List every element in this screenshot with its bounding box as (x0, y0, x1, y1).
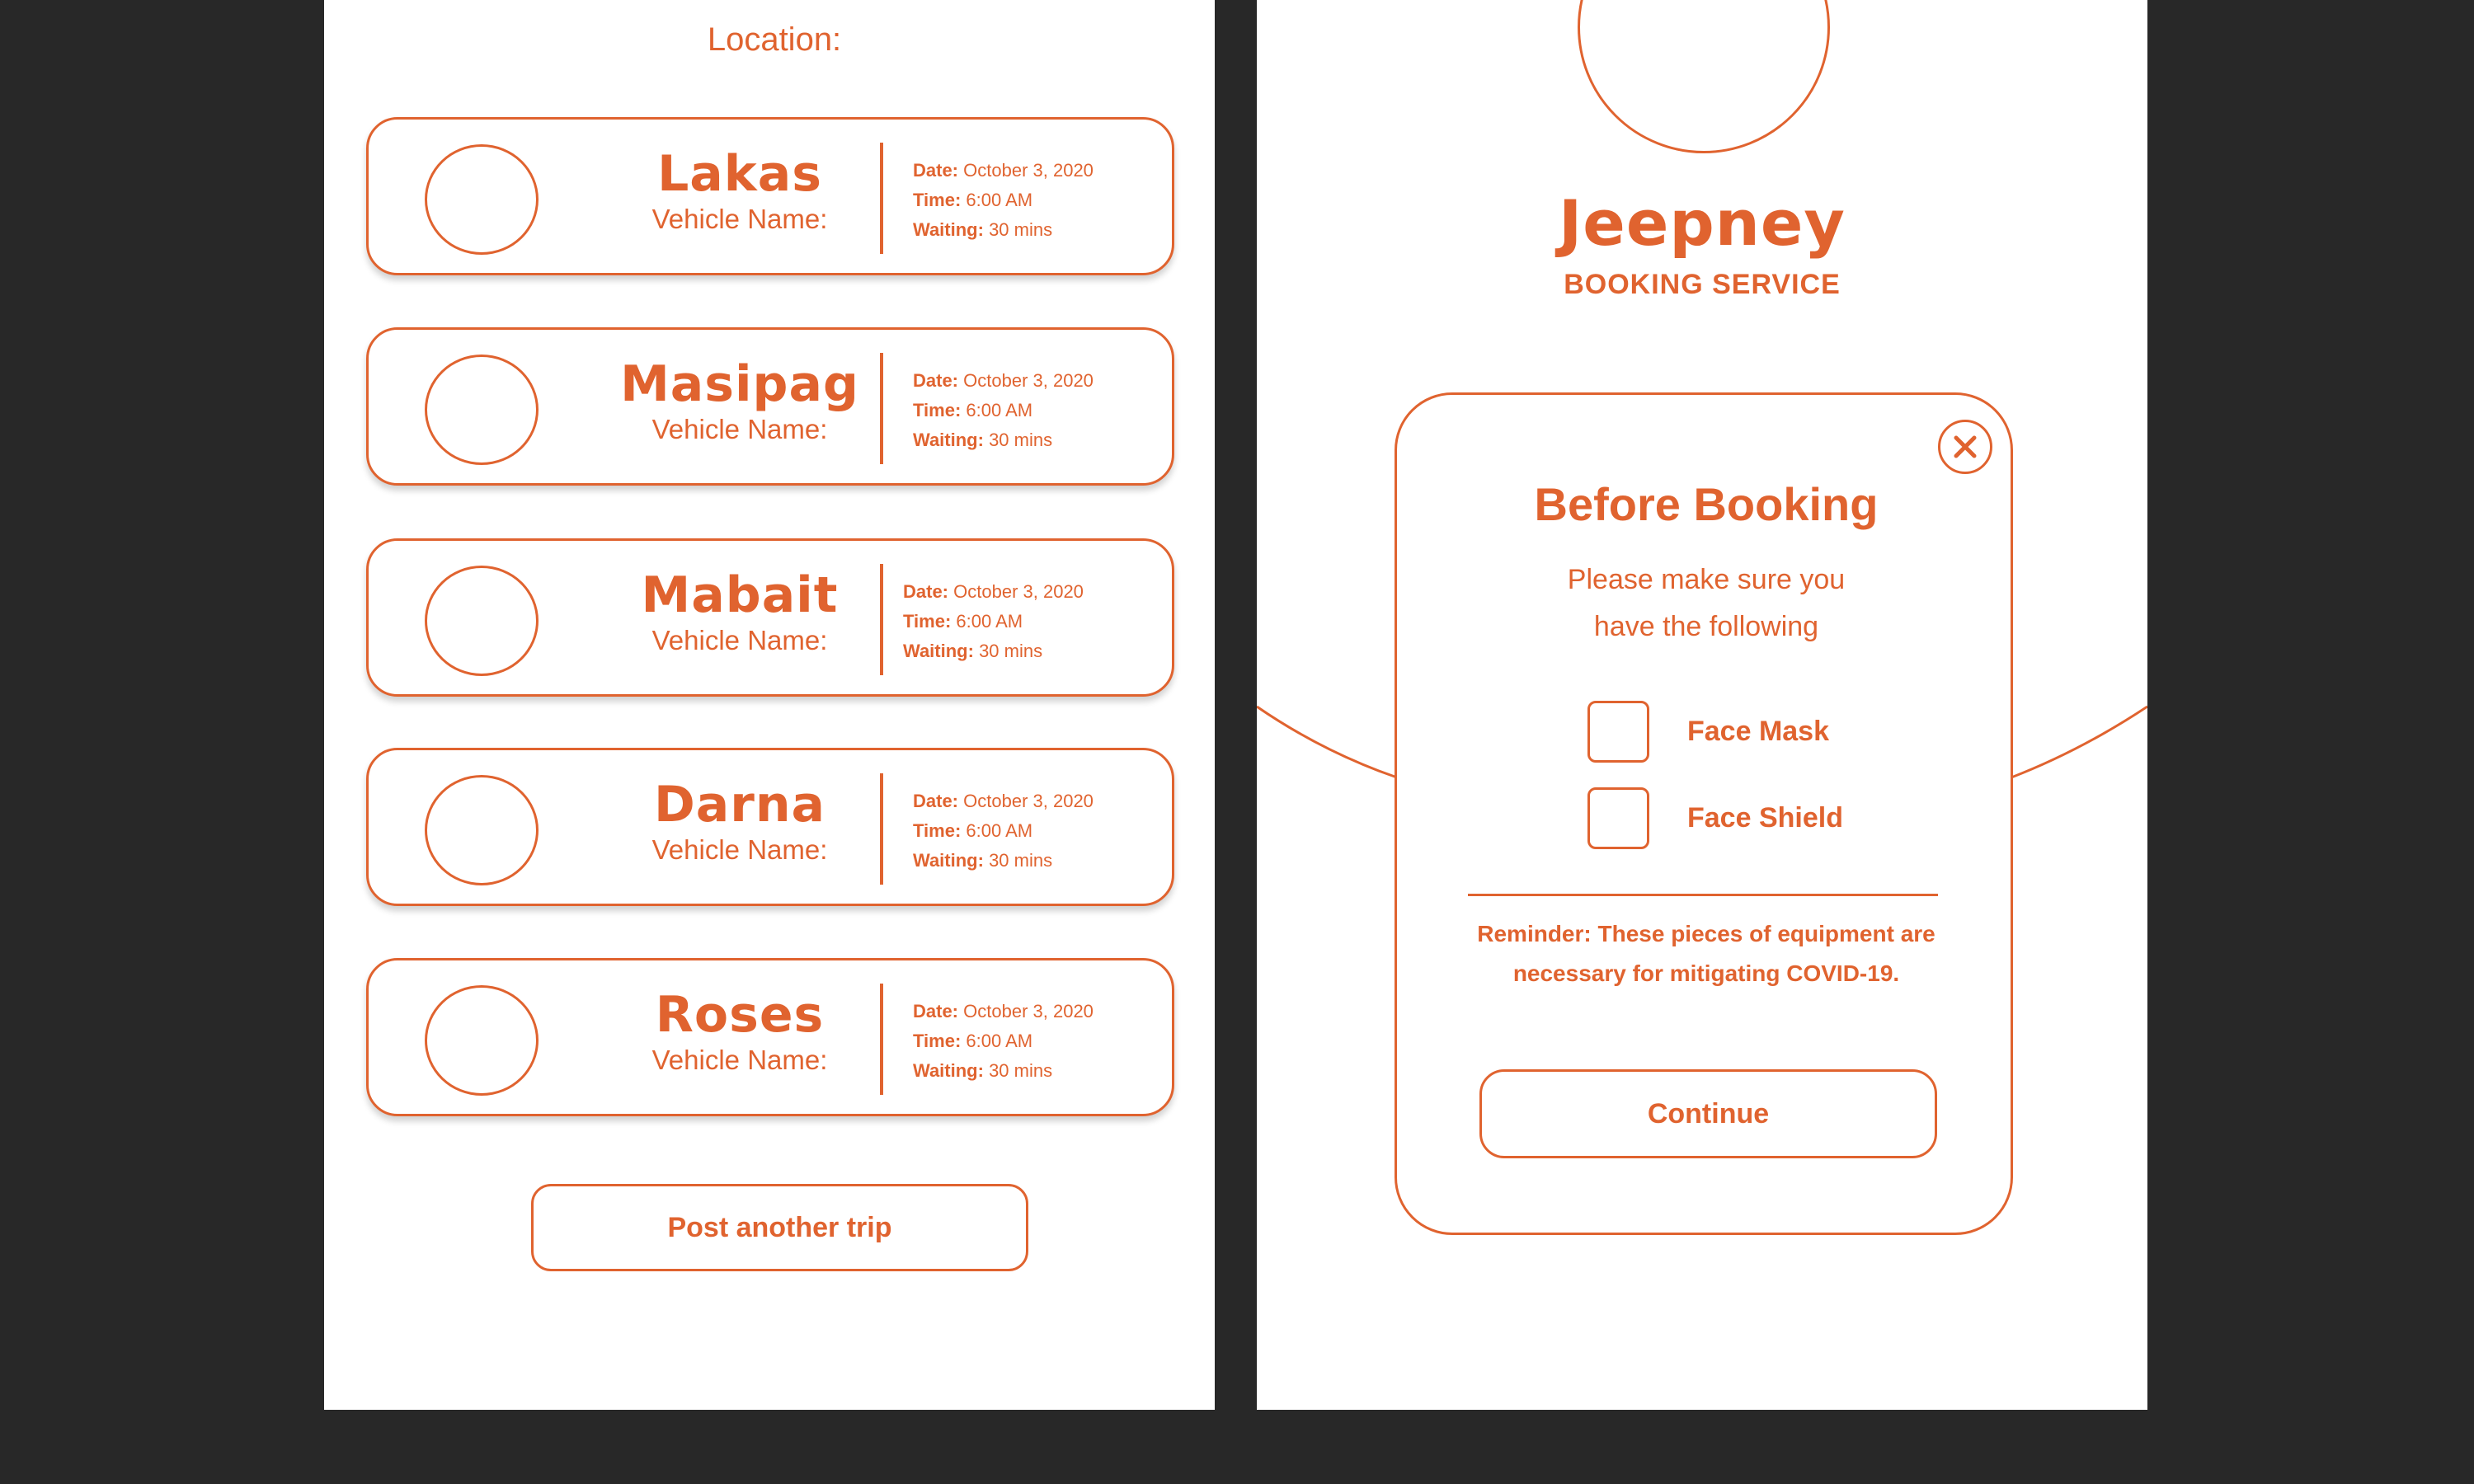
waiting-label: Waiting: (913, 1060, 984, 1081)
close-button[interactable] (1938, 420, 1992, 474)
date-label: Date: (913, 370, 959, 391)
time-value: 6:00 AM (966, 820, 1033, 841)
card-divider (880, 984, 883, 1095)
trip-name: Mabait (641, 566, 839, 624)
trip-name: Darna (653, 776, 826, 834)
trip-name-block (608, 144, 872, 235)
card-divider (880, 143, 883, 254)
trip-list-screen (324, 0, 1215, 1410)
trip-name: Lakas (657, 145, 822, 203)
checklist-item-face-mask[interactable] (1587, 700, 1829, 763)
face-mask-checkbox[interactable] (1587, 701, 1649, 763)
date-value: October 3, 2020 (963, 160, 1094, 181)
trip-name-block (608, 775, 872, 866)
modal-divider (1468, 894, 1938, 896)
modal-subtitle-line: Please make sure you (1567, 564, 1846, 595)
modal-subtitle-line: have the following (1593, 611, 1819, 642)
waiting-value: 30 mins (989, 219, 1053, 240)
continue-button[interactable]: Continue (1479, 1069, 1937, 1158)
vehicle-avatar (425, 566, 539, 676)
trip-details (913, 997, 1094, 1086)
booking-screen (1257, 0, 2147, 1410)
date-label: Date: (913, 791, 959, 811)
face-shield-label: Face Shield (1687, 801, 1843, 834)
trip-name-block (608, 566, 872, 656)
vehicle-avatar (425, 985, 539, 1096)
vehicle-name-label: Vehicle Name: (651, 204, 828, 234)
reminder-line: necessary for mitigating COVID-19. (1512, 960, 1900, 986)
vehicle-name-label: Vehicle Name: (651, 1045, 828, 1075)
modal-title: Before Booking (1534, 478, 1879, 530)
face-shield-checkbox[interactable] (1587, 787, 1649, 849)
trip-details (913, 366, 1094, 455)
time-label: Time: (913, 1031, 962, 1051)
time-label: Time: (913, 190, 962, 210)
vehicle-avatar (425, 775, 539, 885)
checklist-item-face-shield[interactable] (1587, 787, 1843, 849)
reminder-line: Reminder: These pieces of equipment are (1477, 921, 1935, 946)
trip-card[interactable] (366, 958, 1174, 1116)
time-value: 6:00 AM (966, 190, 1033, 210)
post-another-trip-button[interactable]: Post another trip (531, 1184, 1028, 1271)
card-divider (880, 773, 883, 885)
modal-subtitle (1397, 556, 2015, 650)
vehicle-name-label: Vehicle Name: (651, 834, 828, 865)
before-booking-modal (1395, 392, 2013, 1235)
waiting-label: Waiting: (913, 219, 984, 240)
waiting-value: 30 mins (989, 850, 1053, 871)
time-label: Time: (913, 820, 962, 841)
date-label: Date: (903, 581, 949, 602)
time-value: 6:00 AM (966, 1031, 1033, 1051)
vehicle-name-label: Vehicle Name: (651, 414, 828, 444)
trip-card[interactable] (366, 327, 1174, 486)
time-label: Time: (913, 400, 962, 420)
trip-details (903, 577, 1084, 666)
date-value: October 3, 2020 (953, 581, 1084, 602)
brand-title: Jeepney (1559, 186, 1846, 260)
date-value: October 3, 2020 (963, 791, 1094, 811)
trip-name: Masipag (620, 355, 859, 413)
waiting-label: Waiting: (903, 641, 974, 661)
vehicle-avatar (425, 355, 539, 465)
time-label: Time: (903, 611, 952, 632)
brand-subtitle: BOOKING SERVICE (1564, 269, 1841, 300)
date-value: October 3, 2020 (963, 1001, 1094, 1021)
waiting-label: Waiting: (913, 430, 984, 450)
date-label: Date: (913, 160, 959, 181)
vehicle-name-label: Vehicle Name: (651, 625, 828, 655)
trip-card[interactable] (366, 538, 1174, 697)
trip-card[interactable] (366, 748, 1174, 906)
time-value: 6:00 AM (956, 611, 1023, 632)
waiting-value: 30 mins (989, 1060, 1053, 1081)
waiting-label: Waiting: (913, 850, 984, 871)
time-value: 6:00 AM (966, 400, 1033, 420)
card-divider (880, 353, 883, 464)
reminder-text (1446, 914, 1966, 993)
trip-name-block (608, 355, 872, 445)
trip-card[interactable] (366, 117, 1174, 275)
face-mask-label: Face Mask (1687, 715, 1829, 747)
date-value: October 3, 2020 (963, 370, 1094, 391)
waiting-value: 30 mins (979, 641, 1043, 661)
vehicle-avatar (425, 144, 539, 255)
trip-name-block (608, 985, 872, 1076)
trip-details (913, 787, 1094, 876)
card-divider (880, 564, 883, 675)
location-label: Location: (707, 21, 842, 58)
date-label: Date: (913, 1001, 959, 1021)
close-icon (1949, 430, 1982, 463)
trip-name: Roses (655, 986, 825, 1044)
waiting-value: 30 mins (989, 430, 1053, 450)
trip-details (913, 156, 1094, 245)
